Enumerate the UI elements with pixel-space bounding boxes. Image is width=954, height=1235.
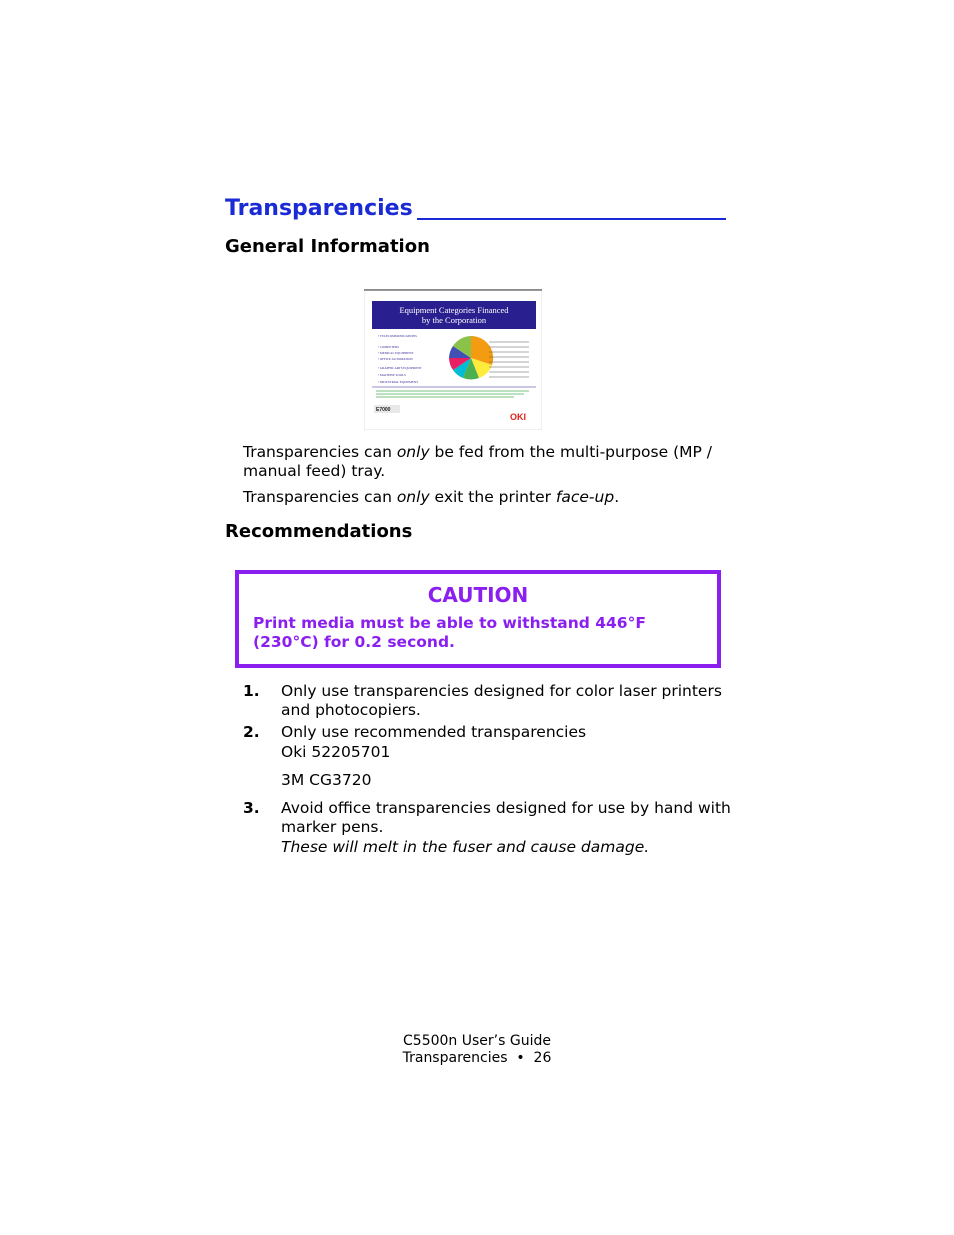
svg-text:• TELECOMMUNICATIONS: • TELECOMMUNICATIONS xyxy=(378,334,417,338)
transparency-sample-image xyxy=(364,289,542,430)
title-underline xyxy=(417,218,726,220)
paragraph-feed-tray: Transparencies can only be fed from the multi-purpose (MP / manual feed) tray. xyxy=(243,443,712,480)
svg-text:• OFFICE AUTOMATION: • OFFICE AUTOMATION xyxy=(378,357,413,361)
svg-text:• INDUSTRIAL EQUIPMENT: • INDUSTRIAL EQUIPMENT xyxy=(378,380,419,384)
svg-text:• GRAPHIC ARTS EQUIPMENT: • GRAPHIC ARTS EQUIPMENT xyxy=(378,366,422,370)
list-item-number: 3. xyxy=(243,799,260,817)
figure-brand-mark xyxy=(374,405,400,413)
list-item-text: Avoid office transparencies designed for use by hand with marker pens. xyxy=(281,799,731,836)
list-item-number: 1. xyxy=(243,682,260,700)
figure-oki-logo: OKI xyxy=(510,412,527,422)
svg-text:• MACHINE TOOLS: • MACHINE TOOLS xyxy=(378,373,406,377)
figure-header-line2: by the Corporation xyxy=(421,315,487,325)
product-number-3m: 3M CG3720 xyxy=(281,771,372,789)
svg-text:• COMPUTERS: • COMPUTERS xyxy=(378,345,400,349)
general-information-heading: General Information xyxy=(225,236,430,257)
paragraph-exit-face-up: Transparencies can only exit the printer face-up. xyxy=(243,488,620,506)
list-item-number: 2. xyxy=(243,723,260,741)
footer-page-info: Transparencies • 26 xyxy=(402,1050,552,1066)
footer-guide-title: C5500n User’s Guide xyxy=(403,1033,551,1049)
svg-text:E7000: E7000 xyxy=(376,407,391,413)
figure-header-line1: Equipment Categories Financed xyxy=(399,305,509,315)
list-item-text: Only use recommended transparencies xyxy=(281,723,587,741)
caution-text: Print media must be able to withstand 446°F (230°C) for 0.2 second. xyxy=(253,614,646,651)
recommendations-heading: Recommendations xyxy=(225,521,413,542)
list-item-text: Only use transparencies designed for color laser printers and photocopiers. xyxy=(281,682,722,719)
svg-text:• MEDICAL EQUIPMENT: • MEDICAL EQUIPMENT xyxy=(378,351,414,355)
product-number-oki: Oki 52205701 xyxy=(281,743,391,761)
caution-box xyxy=(235,570,721,668)
caution-title: CAUTION xyxy=(427,583,529,607)
section-title: Transparencies xyxy=(225,196,413,221)
list-item-note: These will melt in the fuser and cause damage. xyxy=(281,838,650,856)
